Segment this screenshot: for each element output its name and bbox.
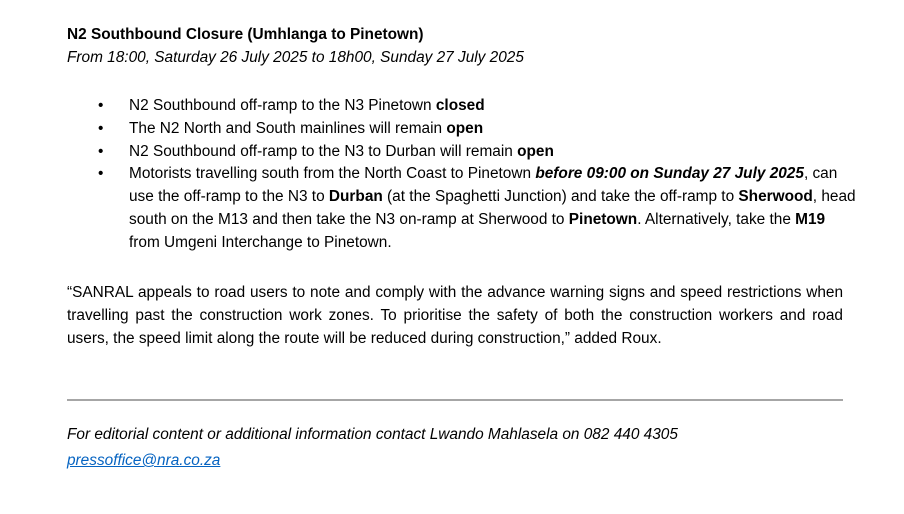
- closure-dates: From 18:00, Saturday 26 July 2025 to 18h00, Sunday 27 July 2025: [67, 49, 524, 66]
- bullet-icon: •: [98, 165, 104, 183]
- place-pinetown: Pinetown: [568, 210, 638, 228]
- sanral-quote: “SANRAL appeals to road users to note and comply with the advance warning signs and speed restrictions when travelling past the construction work zones. To prioritise the safety of both the construction workers and road users, the speed limit along the route will be reduced during construction,” added Roux.: [67, 284, 843, 347]
- bullet-text: from Umgeni Interchange to Pinetown.: [129, 233, 392, 251]
- status-closed: closed: [435, 97, 485, 114]
- bullet-text: , can use the off-ramp to the N3 to: [129, 165, 838, 206]
- route-m19: M19: [795, 210, 826, 228]
- bullet-text: (at the Spaghetti Junction) and take the off-ramp to: [382, 188, 739, 206]
- place-durban: Durban: [328, 188, 383, 206]
- bullet-text: The N2 North and South mainlines will remain: [129, 119, 447, 137]
- bullet-icon: •: [98, 142, 104, 160]
- list-item: [96, 141, 856, 164]
- divider: [67, 399, 843, 401]
- status-open: open: [517, 142, 554, 160]
- bullet-icon: •: [98, 97, 104, 114]
- email-link[interactable]: pressoffice@nra.co.za: [67, 452, 221, 469]
- closure-details-list: [96, 95, 856, 255]
- list-item: [96, 118, 856, 141]
- bullet-text: . Alternatively, take the: [637, 210, 796, 228]
- place-sherwood: Sherwood: [738, 188, 813, 206]
- bullet-text: N2 Southbound off-ramp to the N3 Pinetown: [129, 97, 436, 114]
- deadline-text: before 09:00 on Sunday 27 July 2025: [535, 165, 804, 183]
- bullet-text: N2 Southbound off-ramp to the N3 to Durban will remain: [129, 142, 518, 160]
- list-item: [96, 163, 856, 254]
- list-item: [96, 95, 856, 118]
- contact-info: For editorial content or additional information contact Lwando Mahlasela on 082 440 4305: [67, 426, 678, 443]
- bullet-text: , head south on the M13 and then take the N3 on-ramp at Sherwood to: [129, 188, 856, 228]
- bullet-text: Motorists travelling south from the North Coast to Pinetown: [129, 165, 536, 183]
- closure-title: N2 Southbound Closure (Umhlanga to Pinetown): [67, 26, 424, 43]
- bullet-icon: •: [98, 119, 104, 137]
- status-open: open: [446, 119, 484, 137]
